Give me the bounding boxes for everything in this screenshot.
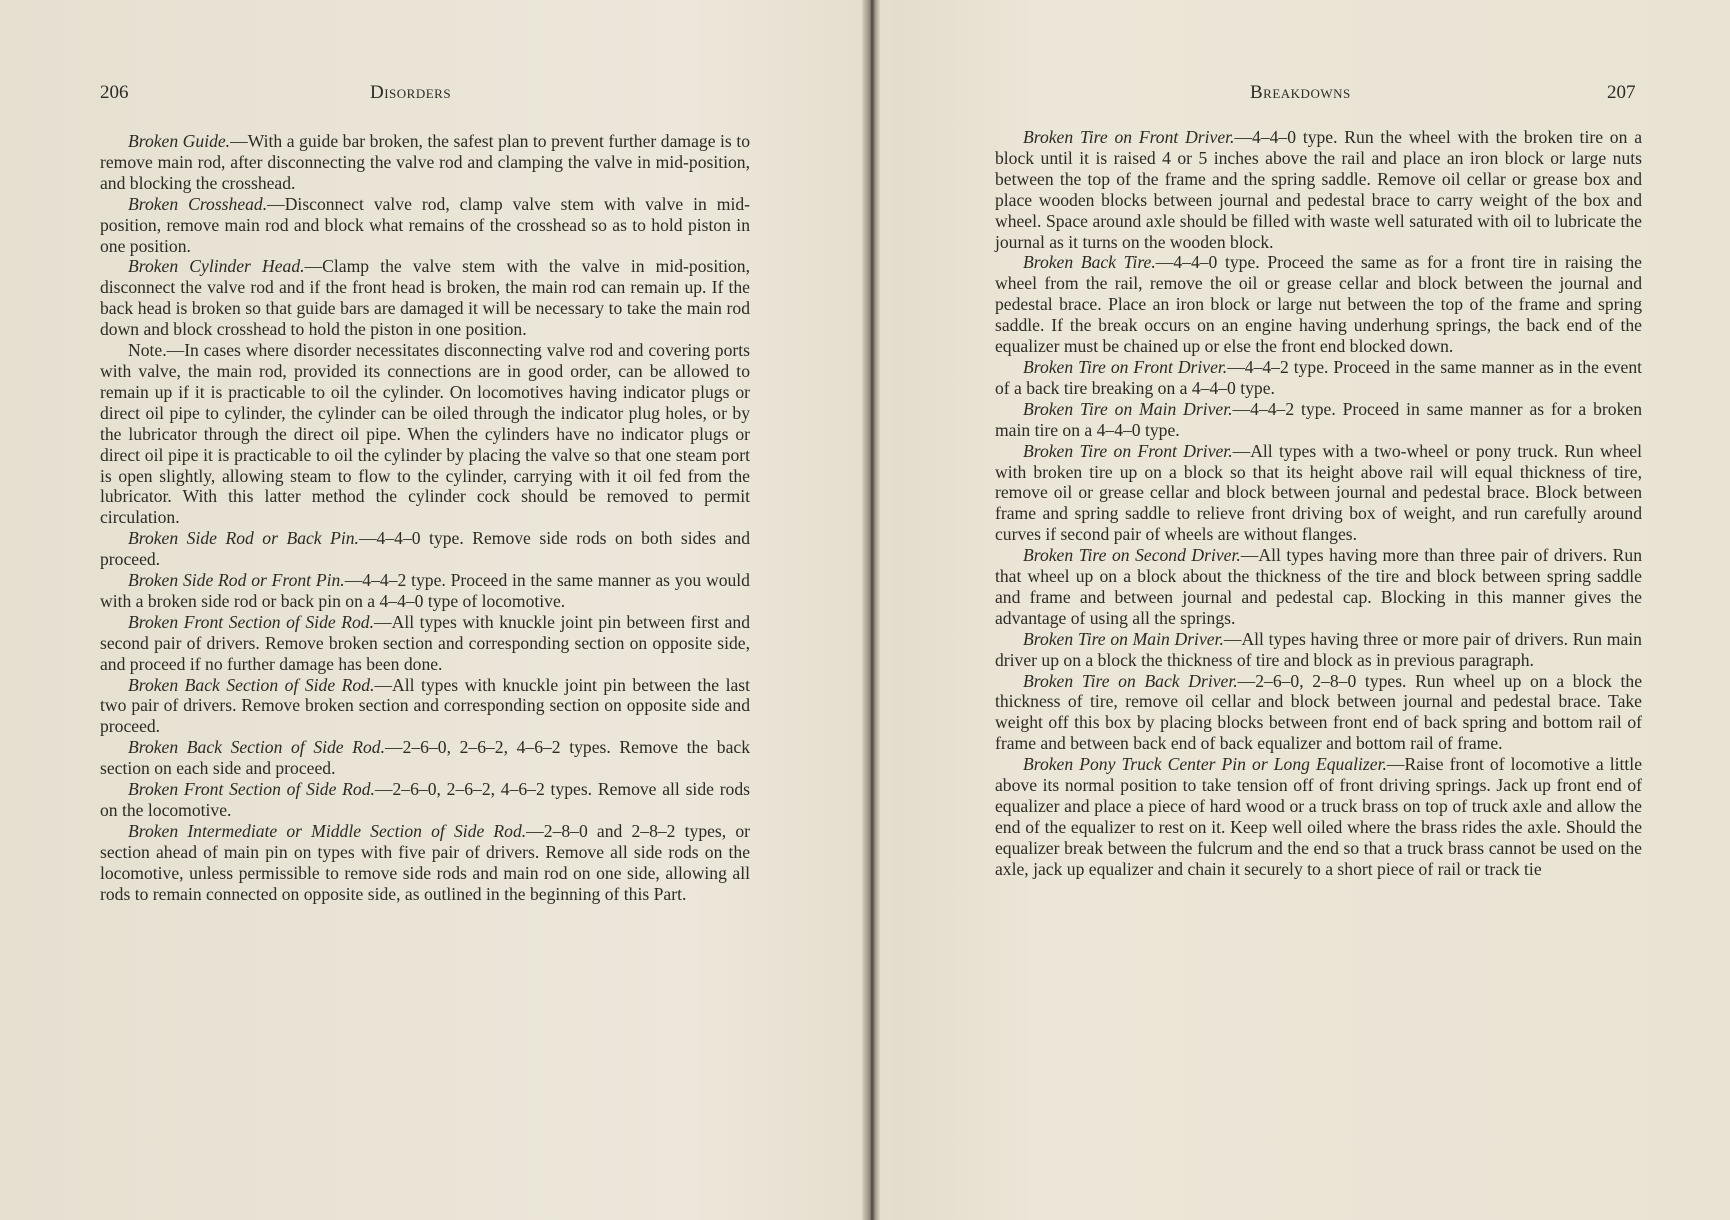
running-head: Breakdowns: [1250, 82, 1351, 103]
page-body: [100, 131, 750, 905]
paragraph-heading: Broken Pony Truck Center Pin or Long Equalizer.: [1023, 754, 1387, 775]
paragraph-heading: Broken Guide.: [128, 131, 231, 151]
paragraph-text: —2–8–0 and 2–8–2 types, or section ahead of main pin on types with five pair of drivers. Remove all side rods on the locomotive, unless permissible to remove side rods and main rod on one side, allowing all rods to remain connected on opposite side, as outlined in the beginning of this Part.: [100, 820, 750, 904]
left-page: [0, 0, 862, 1220]
page-number: 206: [100, 82, 129, 103]
paragraph-text: —4–4–2 type. Proceed in same manner as for a broken main tire on a 4–4–0 type.: [995, 398, 1642, 440]
page-number: 207: [1607, 82, 1636, 103]
paragraph-heading: Broken Intermediate or Middle Section of Side Rod.: [128, 820, 527, 841]
paragraph-heading: Broken Tire on Front Driver.: [1023, 440, 1233, 461]
paragraph-text: —All types with knuckle joint pin between first and second pair of drivers. Remove broken section and corresponding section on opposite side, and proceed if no further damage has been done.: [100, 611, 750, 674]
page-body: [995, 127, 1642, 880]
paragraph: [995, 252, 1642, 357]
paragraph-text: —4–4–0 type. Run the wheel with the broken tire on a block until it is raised 4 or 5 inches above the rail and place an iron block or large nuts between the top of the frame and the spring saddle. Remove oil cellar or grease box and place wooden blocks between journal and pedestal brace to carry weight of the box and wheel. Space around axle should be filled with waste well saturated with oil to lubricate the journal as it turns on the wooden block.: [995, 127, 1643, 252]
paragraph-text: —4–4–2 type. Proceed in the same manner as you would with a broken side rod or back pin on a 4–4–0 type of locomotive.: [100, 570, 750, 611]
paragraph: [100, 737, 750, 779]
paragraph-heading: Broken Side Rod or Back Pin.: [128, 528, 359, 549]
running-head: Disorders: [370, 82, 452, 103]
paragraph: [100, 528, 750, 570]
paragraph: [995, 629, 1642, 671]
paragraph-text: —With a guide bar broken, the safest plan to prevent further damage is to remove main rod, after disconnecting the valve rod and clamping the valve in mid-position, and blocking the crosshead.: [100, 131, 751, 193]
paragraph-text: —All types with knuckle joint pin between the last two pair of drivers. Remove broken section and corresponding section on opposite side and proceed.: [100, 674, 751, 737]
right-page: [880, 0, 1730, 1220]
paragraph-heading: Broken Front Section of Side Rod.: [128, 779, 375, 800]
paragraph: [100, 821, 750, 905]
paragraph: [995, 399, 1642, 441]
paragraph-heading: Broken Side Rod or Front Pin.: [128, 570, 345, 591]
paragraph-heading: Broken Back Tire.: [1023, 252, 1156, 273]
paragraph-heading: Broken Tire on Back Driver.: [1023, 670, 1238, 691]
paragraph: [995, 545, 1642, 629]
paragraph: [100, 570, 750, 612]
paragraph: [100, 194, 750, 257]
paragraph-text: —All types having three or more pair of drivers. Run main driver up on a block the thickness of tire and block as in previous paragraph.: [995, 628, 1642, 670]
paragraph: [995, 754, 1642, 879]
paragraph-heading: Broken Tire on Main Driver.: [1023, 628, 1224, 649]
paragraph: [995, 671, 1642, 755]
paragraph-heading: Broken Tire on Front Driver.: [1023, 356, 1228, 377]
paragraph: [100, 675, 750, 738]
paragraph-heading: Broken Tire on Main Driver.: [1023, 398, 1233, 419]
paragraph-heading: Broken Crosshead.: [128, 193, 268, 214]
paragraph-text: Note.—In cases where disorder necessitates disconnecting valve rod and covering ports with valve, the main rod, provided its connections are in good order, can be allowed to remain up if it is practicable to oil the cylinder. On locomotives having indicator plugs or direct oil pipe to cylinder, the cylinder can be oiled through the indicator plug holes, or by the lubricator through the direct oil pipe. When the cylinders have no indicator plugs or direct oil pipe it is practicable to oil the cylinder by placing the valve so that one steam port is open slightly, allowing steam to flow to the cylinder, carrying with it oil fed from the lubricator. With this latter method the cylinder cock should be removed to permit circulation.: [100, 340, 750, 528]
paragraph-text: —All types having more than three pair of drivers. Run that wheel up on a block about the thickness of the tire and block between spring saddle and frame and between journal and pedestal cap. Blocking in this manner gives the advantage of using all the springs.: [995, 545, 1642, 628]
paragraph: [995, 441, 1642, 546]
paragraph-heading: Broken Back Section of Side Rod.: [128, 674, 375, 695]
paragraph: [100, 612, 750, 675]
paragraph-heading: Broken Tire on Front Driver.: [1023, 127, 1235, 147]
paragraph-text: —2–6–0, 2–6–2, 4–6–2 types. Remove the back section on each side and proceed.: [100, 737, 750, 779]
paragraph: [995, 127, 1642, 252]
paragraph-text: —4–4–0 type. Proceed the same as for a front tire in raising the wheel from the rail, remove the oil or grease cellar and block between the journal and pedestal brace. Place an iron block or large nut between the top of the frame and spring saddle. If the break occurs on an engine having underhung springs, the back end of the equalizer must be chained up or else the front end blocked down.: [995, 252, 1642, 357]
paragraph-text: —4–4–0 type. Remove side rods on both sides and proceed.: [100, 528, 750, 570]
paragraph: [100, 779, 750, 821]
paragraph-text: —2–6–0, 2–8–0 types. Run wheel up on a block the thickness of tire, remove oil cellar and block between journal and pedestal brace. Take weight off this box by placing blocks between front end of back spring and bottom rail of frame and between back end of back equalizer and bottom rail of frame.: [995, 670, 1643, 754]
paragraph-heading: Broken Cylinder Head.: [128, 256, 305, 277]
paragraph: [995, 357, 1642, 399]
paragraph-text: —Raise front of locomotive a little above its normal position to take tension off of front driving springs. Jack up front end of equalizer and place a piece of hard wood or a truck brass on top of truck axle and allow the end of the equalizer to rest on it. Keep well oiled where the brass rides the axle. Should the equalizer break between the fulcrum and the end so that a truck brass cannot be used on the axle, jack up equalizer and chain it securely to a short piece of rail or track tie: [995, 754, 1642, 879]
paragraph-text: —Clamp the valve stem with the valve in mid-position, disconnect the valve rod and if the front head is broken, the main rod can remain up. If the back head is broken so that guide bars are damaged it will be necessary to take the main rod down and block crosshead to hold the piston in one position.: [100, 256, 750, 340]
book-gutter: [862, 0, 880, 1220]
paragraph-text: —Disconnect valve rod, clamp valve stem with valve in mid-position, remove main rod and block what remains of the crosshead so as to hold piston in one position.: [100, 193, 750, 256]
paragraph-text: —All types with a two-wheel or pony truck. Run wheel with broken tire up on a block so that its height above rail will equal thickness of tire, remove oil or grease cellar and block between journal and pedestal brace. Block between frame and spring saddle to relieve front driving box of weight, and run carefully around curves if second pair of wheels are without flanges.: [995, 440, 1642, 545]
paragraph: [100, 340, 750, 528]
paragraph-heading: Broken Back Section of Side Rod.: [128, 737, 385, 758]
paragraph-heading: Broken Front Section of Side Rod.: [128, 611, 375, 632]
paragraph-heading: Broken Tire on Second Driver.: [1023, 545, 1241, 566]
paragraph: [100, 256, 750, 340]
paragraph-text: —2–6–0, 2–6–2, 4–6–2 types. Remove all side rods on the locomotive.: [100, 779, 750, 820]
paragraph: [100, 131, 750, 194]
paragraph-text: —4–4–2 type. Proceed in the same manner as in the event of a back tire breaking on a 4–4–0 type.: [995, 356, 1643, 398]
